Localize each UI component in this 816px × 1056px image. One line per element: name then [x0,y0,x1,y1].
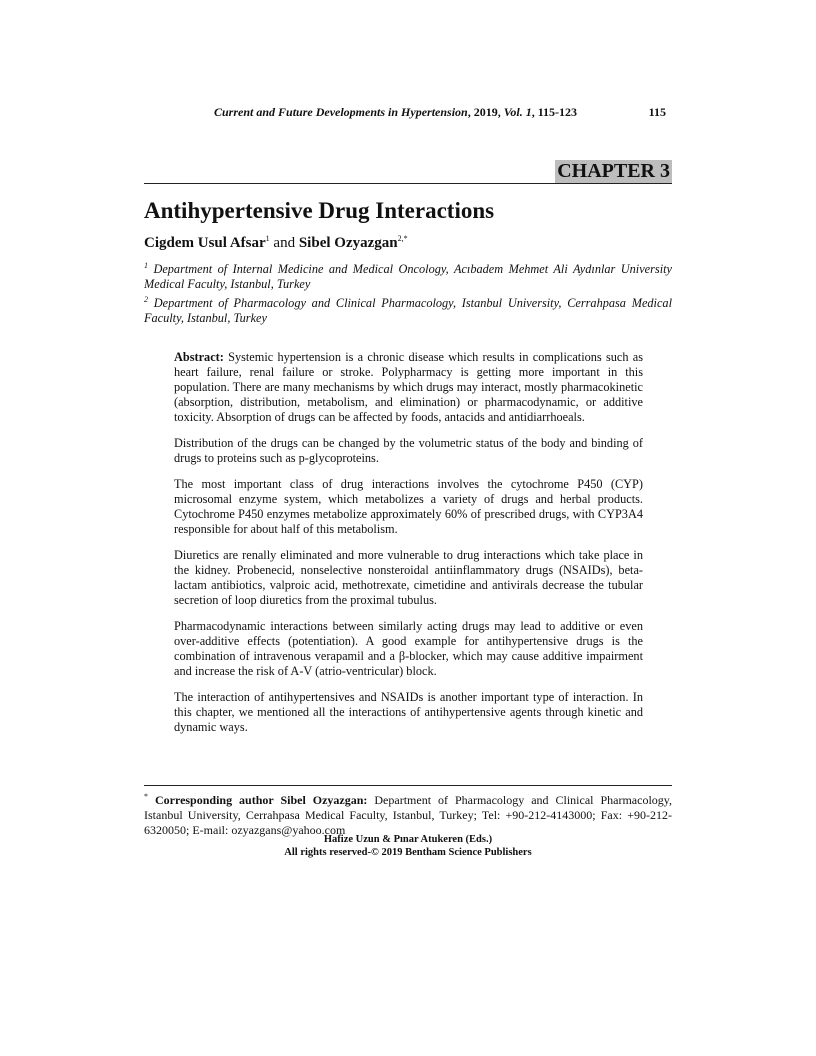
chapter-label: CHAPTER 3 [557,160,670,182]
abstract-paragraph: Pharmacodynamic interactions between similarly acting drugs may lead to additive or even over-additive effects (potentiation). A good example for antihypertensive drugs is the combination of intravenous verapamil and a β-blocker, which may cause additive impairment and increase the risk of A-V (atrio-ventricular) block. [174,619,643,678]
editors: Hafize Uzun & Pınar Atukeren (Eds.) [323,834,493,845]
author-2: Sibel Ozyazgan [298,235,398,251]
affiliation-1: $^1$ Department of Internal Medicine and Medical Oncology, Acıbadem Mehmet Ali Aydınlar University Medical Faculty, Istanbul, Turkey [144,261,672,292]
publisher-info [144,833,672,859]
header-rule [144,183,672,184]
chapter-title: Antihypertensive Drug Interactions [144,198,495,223]
abstract-paragraph: Abstract: Systemic hypertension is a chronic disease which results in complications such as heart failure, renal failure or stroke. Polypharmacy is getting more important in this population. There are many mechanisms by which drugs may interact, mostly pharmacokinetic (absorption, distribution, metabolism, and elimination) or pharmacodynamic, or additive toxicity. Absorption of drugs can be affected by foods, antacids and antidiarrhoeals. [174,350,643,424]
authors [144,234,408,252]
affiliation-2: $^2$ Department of Pharmacology and Clinical Pharmacology, Istanbul University, Cerrahpasa Medical Faculty, Istanbul, Turkey [144,295,672,326]
footnote: * Corresponding author Sibel Ozyazgan: Department of Pharmacology and Clinical Pharmacology, Istanbul University, Cerrahpasa Medical Faculty, Istanbul, Turkey; Tel: +90-212-4143000; Fax: +90-212-6320050; E-mail: ozyazgans@yahoo.com [144,792,672,837]
abstract-paragraph: The interaction of antihypertensives and NSAIDs is another important type of interaction. In this chapter, we mentioned all the interactions of antihypertensive agents through kinetic and dynamic ways. [174,690,643,734]
author-2-sup: 2,* [397,234,408,243]
footnote-rule [144,785,672,786]
abstract-paragraph: The most important class of drug interactions involves the cytochrome P450 (CYP) microsomal enzyme system, which metabolizes a variety of drugs and herbal products. Cytochrome P450 enzymes metabolize approximately 60% of prescribed drugs, with CYP3A4 responsible for about half of this metabolism. [174,477,643,536]
journal-citation: Current and Future Developments in Hypertension, 2019, Vol. 1, 115-123 [214,105,578,119]
copyright: All rights reserved-© 2019 Bentham Science Publishers [284,847,532,858]
author-1: Cigdem Usul Afsar [144,235,266,251]
author-and: and [269,235,299,251]
abstract-paragraph: Distribution of the drugs can be changed by the volumetric status of the body and binding of drugs to proteins such as p-glycoproteins. [174,436,643,465]
page-number: 115 [648,105,666,119]
abstract [174,350,643,746]
author-1-sup: 1 [265,234,270,243]
abstract-paragraph: Diuretics are renally eliminated and more vulnerable to drug interactions which take place in the kidney. Probenecid, nonselective nonsteroidal antiinflammatory drugs (NSAIDs), beta-lactam antibiotics, valproic acid, methotrexate, cimetidine and antivirals decrease the tubular secretion of loop diuretics from the proximal tubulus. [174,548,643,607]
